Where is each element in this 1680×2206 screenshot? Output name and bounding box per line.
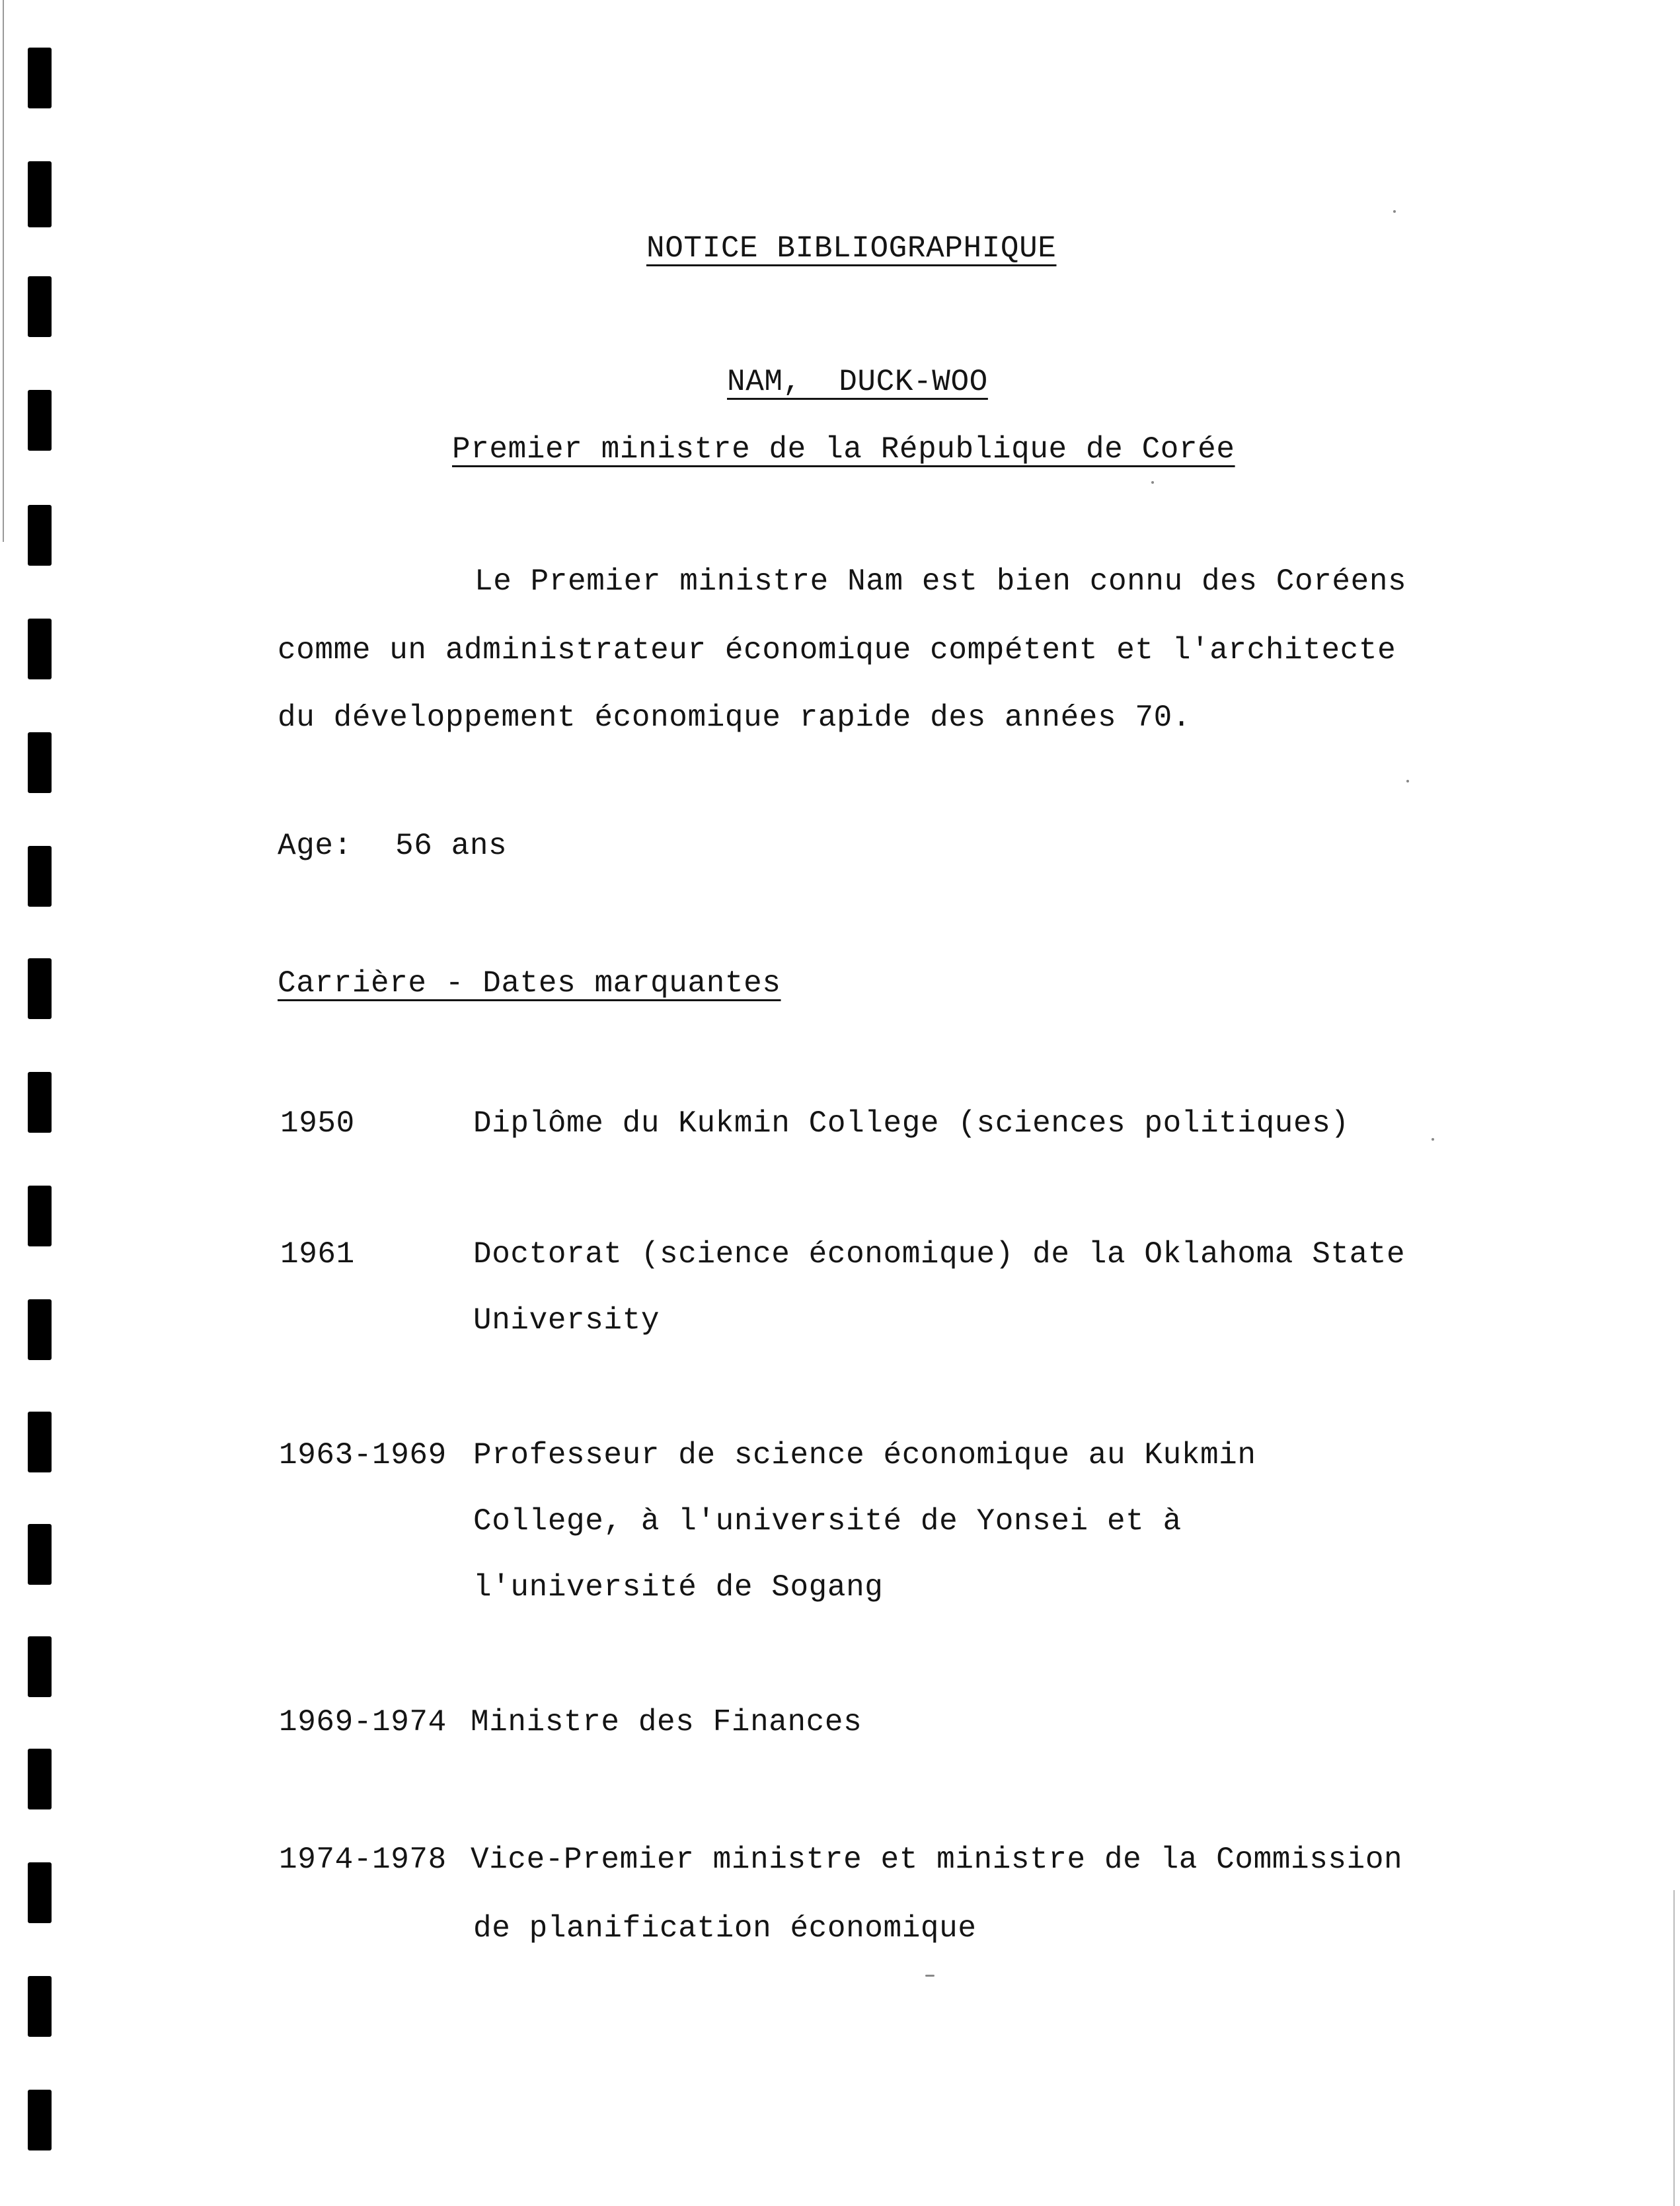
career-line: Ministre des Finances	[471, 1705, 862, 1739]
career-year: 1961	[280, 1237, 355, 1272]
person-name: NAM, DUCK-WOO	[727, 365, 988, 399]
career-year: 1969-1974	[279, 1705, 447, 1739]
scan-speck	[1393, 210, 1396, 213]
scan-speck	[1406, 780, 1409, 782]
page-edge-line	[3, 0, 4, 542]
binder-mark	[28, 732, 52, 793]
binder-mark	[28, 1749, 52, 1809]
career-line: de planification économique	[473, 1911, 977, 1946]
binder-mark	[28, 1862, 52, 1923]
career-year: 1950	[280, 1106, 355, 1141]
binder-mark	[28, 48, 52, 108]
intro-line-2: comme un administrateur économique compétent et l'architecte	[278, 633, 1396, 667]
binder-mark	[28, 390, 52, 451]
binder-mark	[28, 276, 52, 337]
binder-mark	[28, 2090, 52, 2150]
intro-line-3: du développement économique rapide des années 70.	[278, 701, 1192, 735]
age-value: 56 ans	[395, 829, 508, 863]
age-label: Age:	[278, 829, 352, 863]
career-line: Vice-Premier ministre et ministre de la Commission	[471, 1843, 1403, 1877]
intro-line-1: Le Premier ministre Nam est bien connu des Coréens	[475, 564, 1407, 599]
career-year: 1974-1978	[279, 1843, 447, 1877]
career-line: College, à l'université de Yonsei et à	[473, 1504, 1182, 1539]
binder-mark	[28, 1636, 52, 1697]
scan-speck	[925, 1975, 935, 1977]
career-line: Doctorat (science économique) de la Oklahoma State	[473, 1237, 1406, 1272]
career-line: University	[473, 1303, 660, 1338]
binder-mark	[28, 846, 52, 907]
binder-mark	[28, 1412, 52, 1472]
career-year: 1963-1969	[279, 1438, 447, 1472]
binder-mark	[28, 1186, 52, 1246]
scan-speck	[1432, 1138, 1434, 1141]
position-title: Premier ministre de la République de Corée	[452, 432, 1235, 467]
binder-mark	[28, 958, 52, 1019]
binder-mark	[28, 1299, 52, 1360]
document-heading: NOTICE BIBLIOGRAPHIQUE	[646, 231, 1057, 266]
binder-mark	[28, 1524, 52, 1585]
scan-speck	[1151, 481, 1154, 484]
career-line: l'université de Sogang	[473, 1570, 884, 1605]
binder-mark	[28, 1976, 52, 2037]
page-edge-line-right	[1673, 1890, 1675, 2206]
career-heading: Carrière - Dates marquantes	[278, 966, 781, 1001]
binder-mark	[28, 1072, 52, 1133]
binder-mark	[28, 505, 52, 566]
binder-mark	[28, 161, 52, 227]
career-line: Diplôme du Kukmin College (sciences politiques)	[473, 1106, 1350, 1141]
career-line: Professeur de science économique au Kukmin	[473, 1438, 1256, 1472]
binder-mark	[28, 619, 52, 679]
